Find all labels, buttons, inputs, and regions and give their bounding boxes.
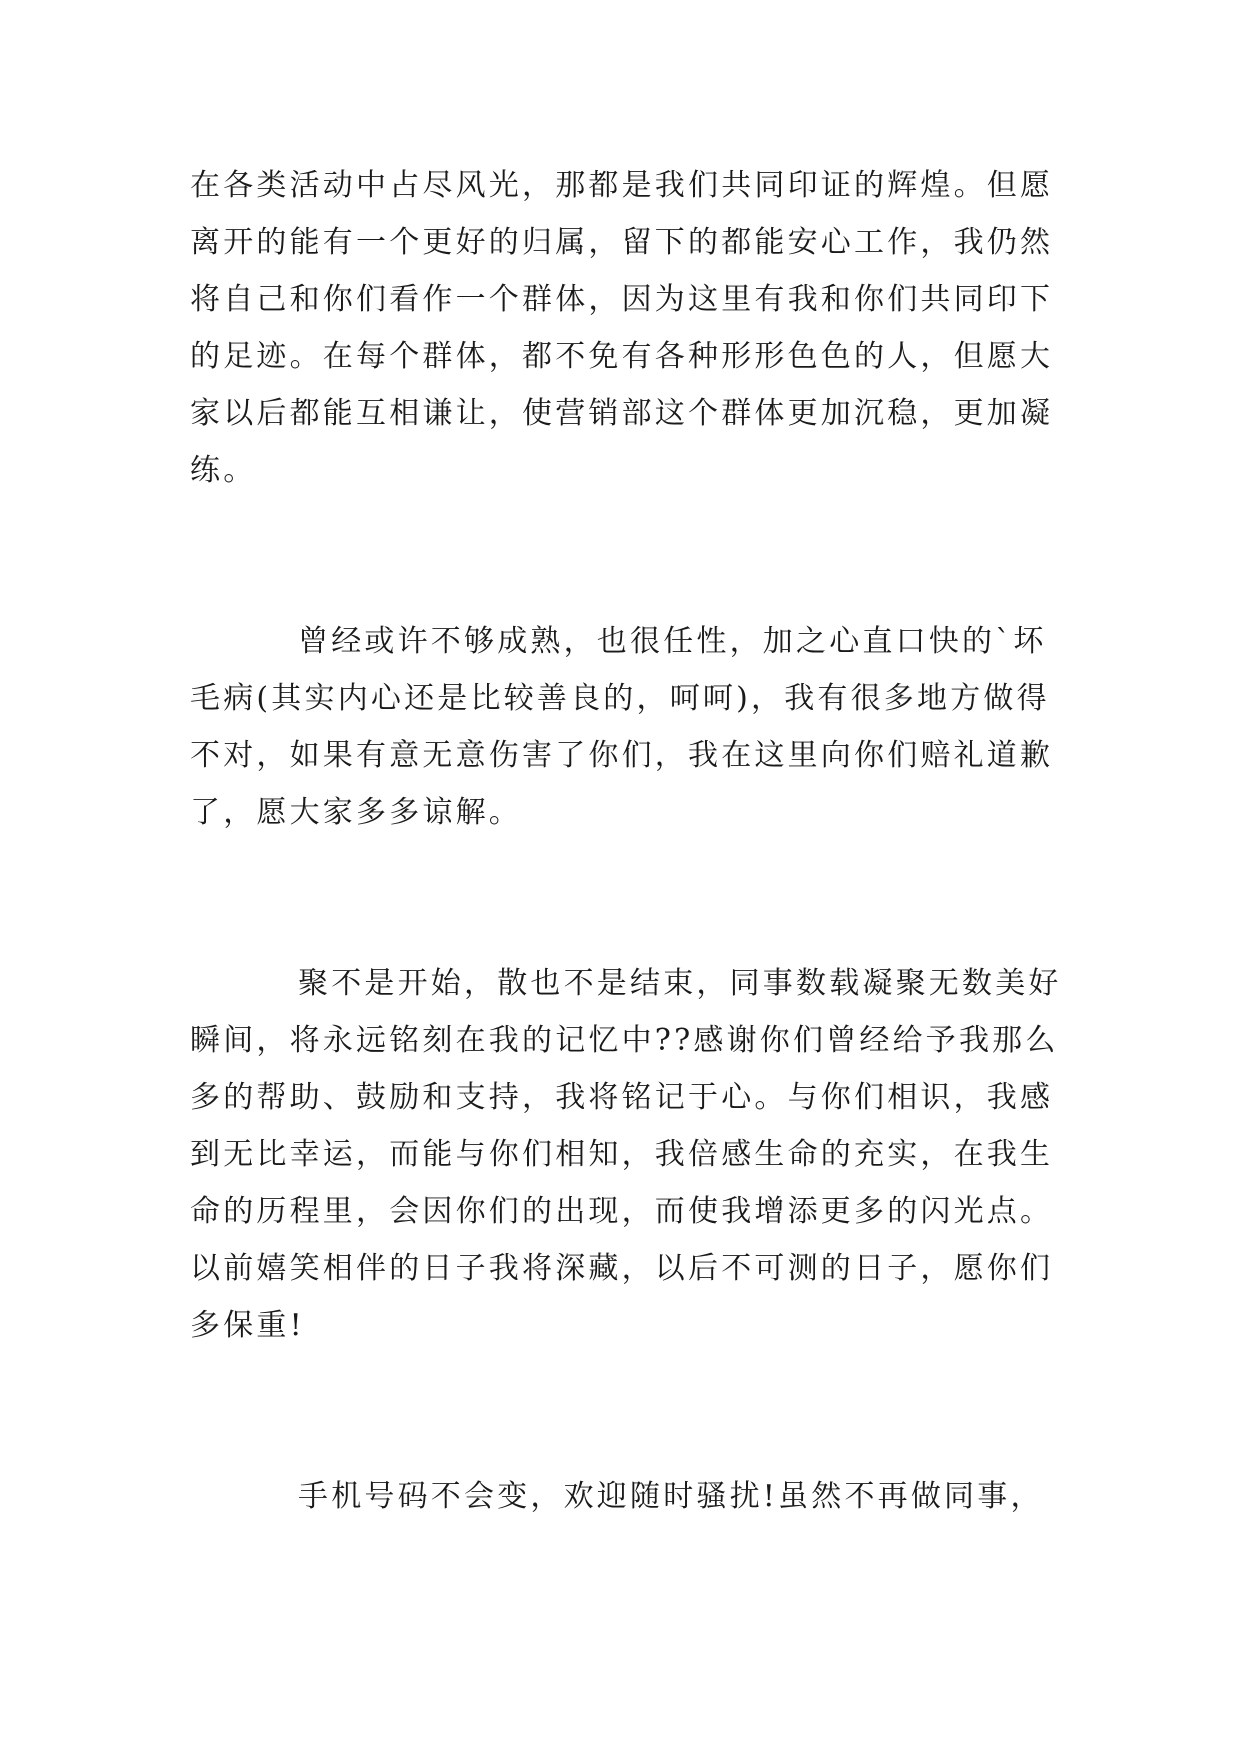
paragraph-3-line-6: 以前嬉笑相伴的日子我将深藏，以后不可测的日子，愿你们	[190, 1251, 1054, 1286]
paragraph-1-line-1: 在各类活动中占尽风光，那都是我们共同印证的辉煌。但愿	[190, 168, 1054, 203]
paragraph-1-line-4: 的足迹。在每个群体，都不免有各种形形色色的人，但愿大	[190, 339, 1054, 374]
paragraph-1-line-5: 家以后都能互相谦让，使营销部这个群体更加沉稳，更加凝	[190, 396, 1054, 431]
paragraph-1-line-2: 离开的能有一个更好的归属，留下的都能安心工作，我仍然	[190, 225, 1054, 260]
paragraph-3-line-1: 聚不是开始，散也不是结束，同事数载凝聚无数美好	[298, 966, 1062, 1001]
paragraph-3-line-7: 多保重!	[190, 1308, 305, 1343]
paragraph-1-line-3: 将自己和你们看作一个群体，因为这里有我和你们共同印下	[190, 282, 1054, 317]
paragraph-2-line-3: 不对，如果有意无意伤害了你们，我在这里向你们赔礼道歉	[190, 738, 1054, 773]
paragraph-1-line-6: 练。	[190, 453, 257, 488]
paragraph-3-line-5: 命的历程里，会因你们的出现，而使我增添更多的闪光点。	[190, 1194, 1054, 1229]
paragraph-4-line-1: 手机号码不会变，欢迎随时骚扰!虽然不再做同事，	[298, 1479, 1044, 1514]
paragraph-3-line-4: 到无比幸运，而能与你们相知，我倍感生命的充实，在我生	[190, 1137, 1054, 1172]
paragraph-3-line-2: 瞬间，将永远铭刻在我的记忆中??感谢你们曾经给予我那么	[190, 1023, 1059, 1058]
paragraph-3-line-3: 多的帮助、鼓励和支持，我将铭记于心。与你们相识，我感	[190, 1080, 1054, 1115]
paragraph-2-line-2: 毛病(其实内心还是比较善良的，呵呵)，我有很多地方做得	[190, 681, 1050, 716]
paragraph-2-line-4: 了，愿大家多多谅解。	[190, 795, 522, 830]
paragraph-2-line-1: 曾经或许不够成熟，也很任性，加之心直口快的`坏	[298, 624, 1047, 659]
